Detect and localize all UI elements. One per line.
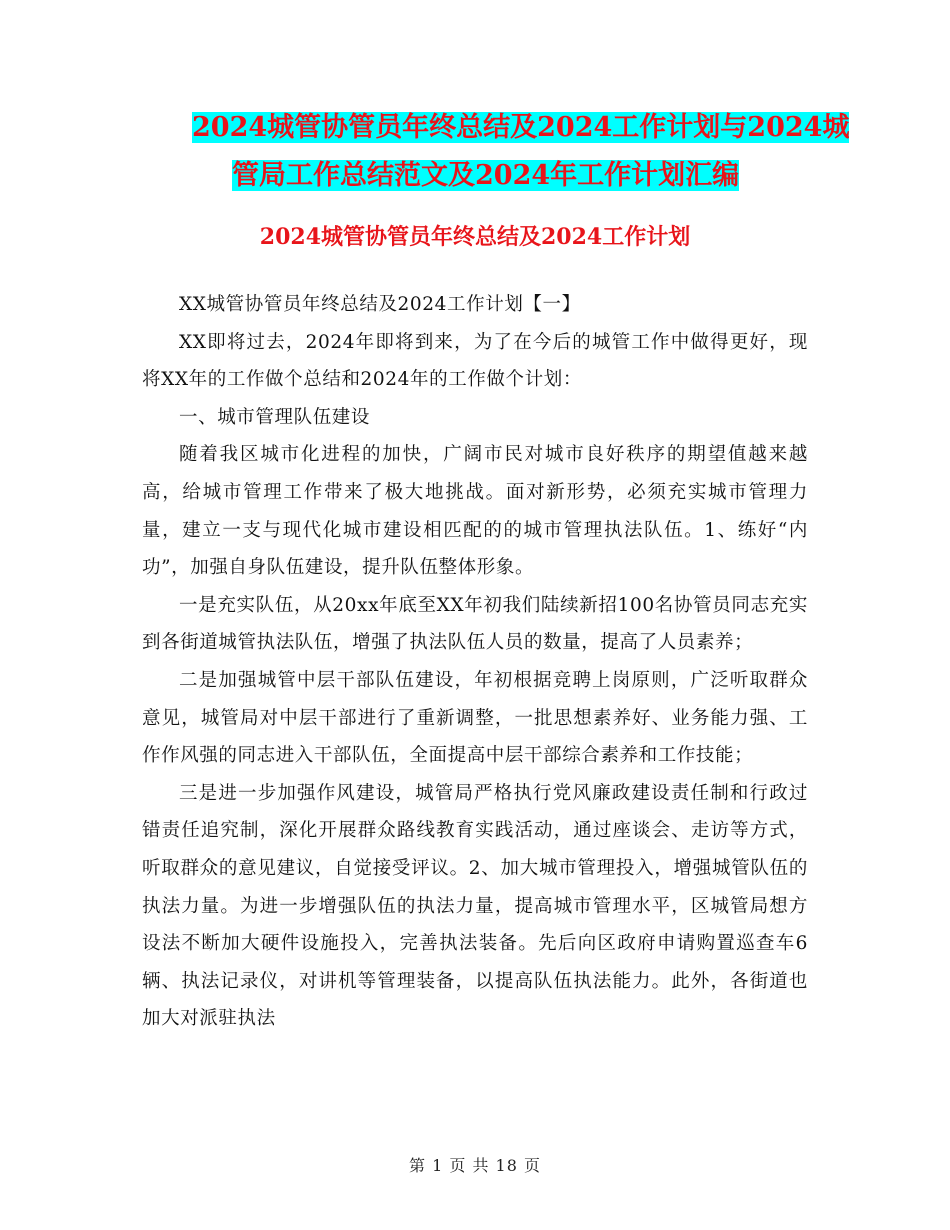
main-title-line-1: 2024城管协管员年终总结及2024工作计划与2024城 — [192, 112, 850, 143]
paragraph-heading: XX城管协管员年终总结及2024工作计划【一】 — [179, 294, 581, 315]
paragraph: 二是加强城管中层干部队伍建设，年初根据竞聘上岗原则，广泛听取群众意见，城管局对中层干部进行了重新调整，一批思想素养好、业务能力强、工作作风强的同志进入干部队伍，全面提高中层干部综合素养和工作技能； — [142, 669, 808, 767]
document-main-title — [150, 104, 850, 200]
paragraph: 随着我区城市化进程的加快，广阔市民对城市良好秩序的期望值越来越高，给城市管理工作带来了极大地挑战。面对新形势，必须充实城市管理力量，建立一支与现代化城市建设相匹配的的城市管理执法队伍。1、练好“内功”，加强自身队伍建设，提升队伍整体形象。 — [142, 444, 808, 579]
paragraph-section-heading: 一、城市管理队伍建设 — [179, 406, 371, 428]
paragraph-intro: XX即将过去，2024年即将到来，为了在今后的城管工作中做得更好，现将XX年的工作做个总结和2024年的工作做个计划： — [142, 331, 808, 391]
paragraph: 三是进一步加强作风建设，城管局严格执行党风廉政建设责任制和行政过错责任追究制，深化开展群众路线教育实践活动，通过座谈会、走访等方式，听取群众的意见建议，自觉接受评议。2、加大城市管理投入，增强城管队伍的执法力量。为进一步增强队伍的执法力量，提高城市管理水平，区城管局想方设法不断加大硬件设施投入，完善执法装备。先后向区政府申请购置巡查车6辆、执法记录仪，对讲机等管理装备，以提高队伍执法能力。此外，各街道也加大对派驻执法 — [142, 782, 808, 1030]
section-title: 2024城管协管员年终总结及2024工作计划 — [259, 224, 691, 250]
paragraph: 一是充实队伍，从20xx年底至XX年初我们陆续新招100名协管员同志充实到各街道城管执法队伍，增强了执法队伍人员的数量，提高了人员素养； — [142, 594, 808, 654]
page-footer: 第 1 页 共 18 页 — [409, 1156, 541, 1175]
main-title-line-2: 管局工作总结范文及2024年工作计划汇编 — [232, 160, 740, 191]
document-body — [142, 286, 808, 1038]
